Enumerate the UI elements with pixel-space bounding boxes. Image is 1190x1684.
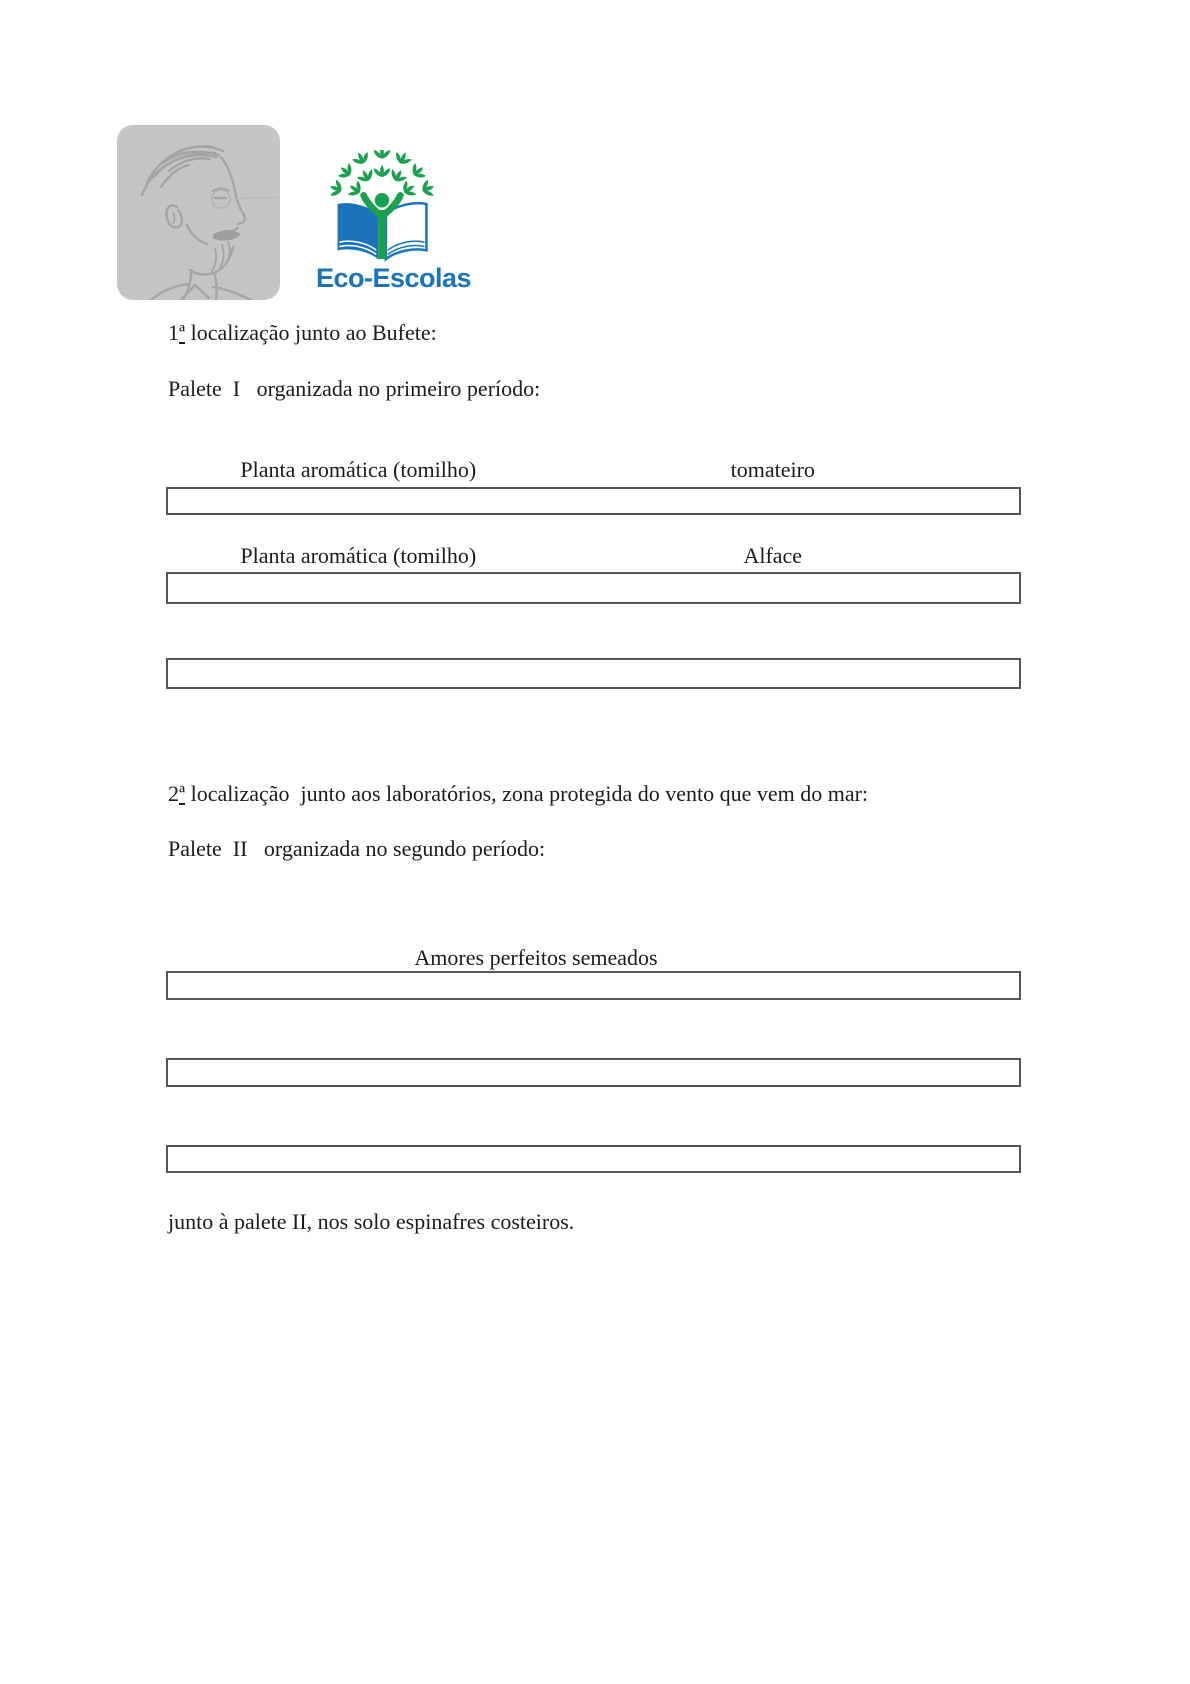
- caption-tomateiro: tomateiro: [730, 457, 815, 482]
- ordinal-number: 2: [168, 781, 179, 806]
- eco-escolas-logo: [316, 150, 472, 293]
- caption-tomilho-1: Planta aromática (tomilho): [240, 457, 477, 482]
- eco-escolas-logo-art: [319, 150, 445, 264]
- photo-placeholder-4: [166, 971, 1021, 1000]
- para-espinafres: junto à palete II, nos solo espinafres costeiros.: [168, 1209, 575, 1234]
- photo-placeholder-6: [166, 1145, 1021, 1173]
- para-location-2-text: localização junto aos laboratórios, zona protegida do vento que vem do mar:: [185, 781, 869, 806]
- para-palete-1: Palete I organizada no primeiro período:: [168, 376, 541, 401]
- mustache-shape: [213, 230, 241, 240]
- caption-row-1: [166, 458, 1021, 482]
- portrait-image: [117, 125, 280, 300]
- photo-placeholder-1: [166, 487, 1021, 515]
- para-palete-2: Palete II organizada no segundo período:: [168, 836, 546, 861]
- photo-placeholder-3: [166, 658, 1021, 689]
- eco-escolas-wordmark: Eco-Escolas: [316, 263, 472, 293]
- para-location-1: [168, 319, 437, 347]
- caption-tomilho-2: Planta aromática (tomilho): [240, 543, 477, 568]
- caption-row-2: [166, 544, 1021, 568]
- caption-amores-perfeitos: Amores perfeitos semeados: [414, 945, 658, 970]
- ordinal-suffix: ª: [179, 320, 186, 345]
- para-location-1-text: localização junto ao Bufete:: [185, 320, 437, 345]
- portrait-sketch-icon: [117, 125, 280, 300]
- para-location-2: [168, 780, 868, 808]
- ordinal-suffix: ª: [179, 781, 186, 806]
- photo-placeholder-5: [166, 1058, 1021, 1087]
- photo-placeholder-2: [166, 572, 1021, 604]
- caption-alface: Alface: [743, 543, 803, 568]
- ordinal-number: 1: [168, 320, 179, 345]
